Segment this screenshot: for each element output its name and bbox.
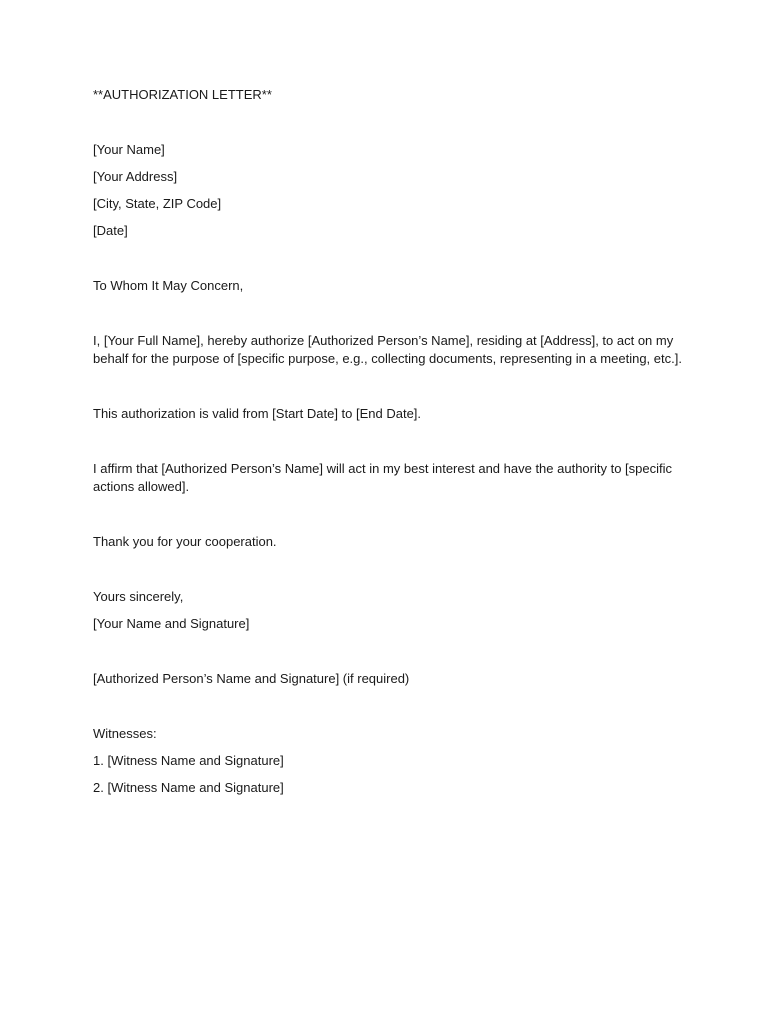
body-paragraph-affirmation: I affirm that [Authorized Person’s Name] will act in my best interest and have the authority to [specific actions allowed]. [93,461,673,494]
sender-name: [Your Name] [93,142,165,157]
witness-line: 2. [Witness Name and Signature] [93,780,284,795]
spacer [93,295,683,332]
thanks-line: Thank you for your cooperation. [93,534,277,549]
spacer [93,770,683,779]
spacer [93,368,683,405]
sender-city-state-zip: [City, State, ZIP Code] [93,196,222,211]
authorized-person-signature: [Authorized Person’s Name and Signature] (if required) [93,671,410,686]
spacer [93,496,683,533]
salutation: To Whom It May Concern, [93,278,244,293]
letter-title: **AUTHORIZATION LETTER** [93,87,272,102]
sender-signature: [Your Name and Signature] [93,616,250,631]
spacer [93,633,683,670]
spacer [93,743,683,752]
body-paragraph-validity: This authorization is valid from [Start Date] to [End Date]. [93,406,422,421]
body-paragraph-authorization: I, [Your Full Name], hereby authorize [Authorized Person’s Name], residing at [Address], to act on my behalf for the purpose of [specific purpose, e.g., collecting documents, representing in a meeting, etc.]. [93,333,682,366]
spacer [93,606,683,615]
closing-line: Yours sincerely, [93,589,184,604]
spacer [93,104,683,141]
spacer [93,423,683,460]
letter-date: [Date] [93,223,128,238]
witness-line: 1. [Witness Name and Signature] [93,753,284,768]
spacer [93,551,683,588]
spacer [93,240,683,277]
witnesses-label: Witnesses: [93,726,157,741]
spacer [93,213,683,222]
spacer [93,186,683,195]
sender-address: [Your Address] [93,169,178,184]
spacer [93,688,683,725]
spacer [93,159,683,168]
letter-body [93,86,683,797]
